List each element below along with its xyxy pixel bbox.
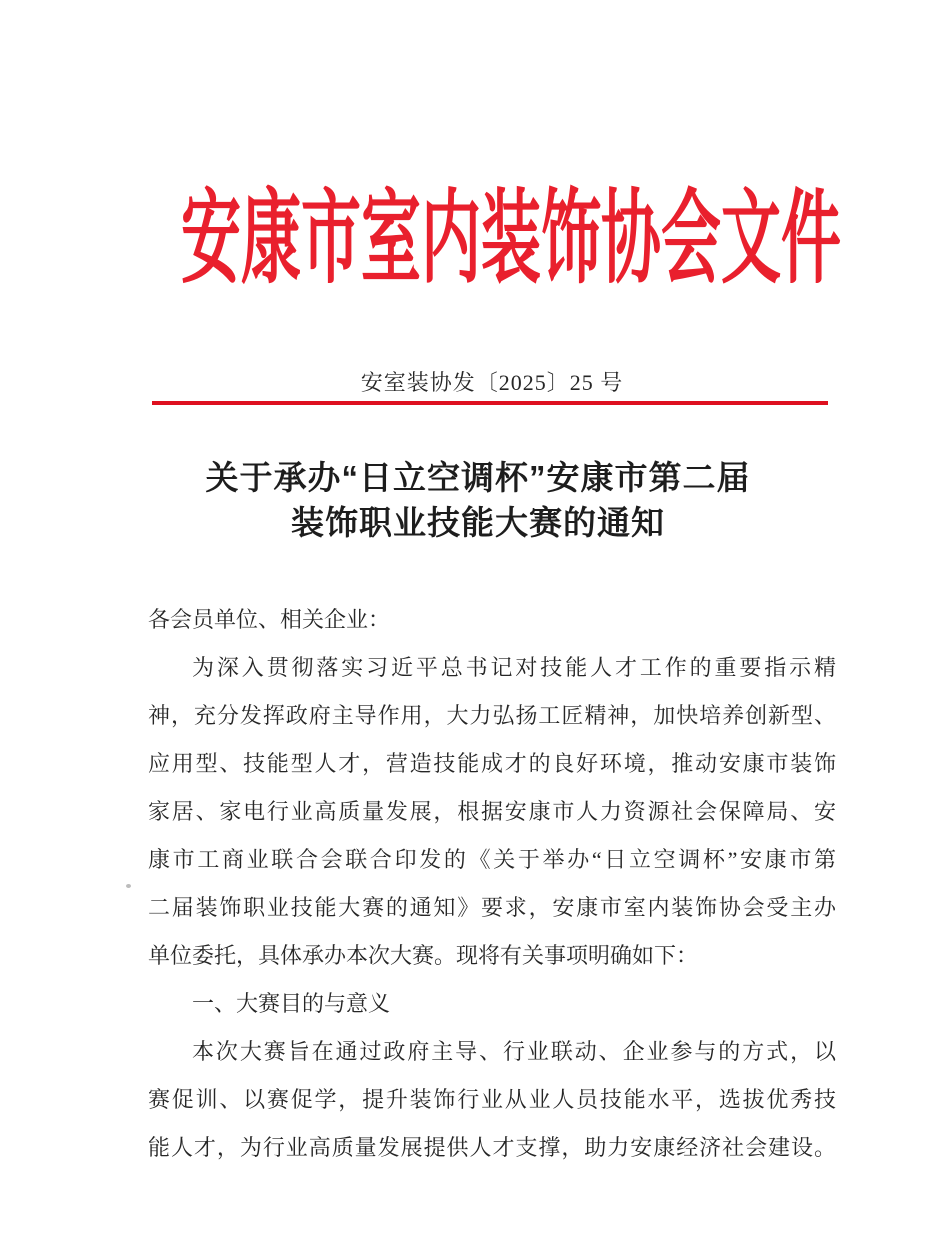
document-title	[132, 455, 824, 545]
body-line: 本次大赛旨在通过政府主导、行业联动、企业参与的方式，以	[192, 1039, 836, 1064]
document-org-header	[86, 168, 936, 294]
body-line-section-heading: 一、大赛目的与意义	[192, 991, 391, 1016]
body-line: 单位委托，具体承办本次大赛。现将有关事项明确如下：	[148, 943, 699, 968]
scan-artifact-dot	[126, 884, 131, 888]
body-line: 赛促训、以赛促学，提升装饰行业从业人员技能水平，选拔优秀技	[148, 1087, 836, 1112]
body-line: 家居、家电行业高质量发展，根据安康市人力资源社会保障局、安	[148, 799, 836, 824]
org-header-text: 安康市室内装饰协会文件	[181, 183, 841, 296]
document-body	[148, 596, 836, 1172]
body-line: 康市工商业联合会联合印发的《关于举办“日立空调杯”安康市第	[148, 847, 836, 872]
document-title-line1: 关于承办“日立空调杯”安康市第二届	[205, 459, 751, 496]
body-line: 神，充分发挥政府主导作用，大力弘扬工匠精神，加快培养创新型、	[148, 703, 836, 728]
body-line: 为深入贯彻落实习近平总书记对技能人才工作的重要指示精	[192, 655, 836, 680]
body-line-salutation: 各会员单位、相关企业：	[148, 607, 391, 632]
doc-number: 安室装协发〔2025〕25 号	[360, 370, 624, 395]
body-line: 二届装饰职业技能大赛的通知》要求，安康市室内装饰协会受主办	[148, 895, 836, 920]
body-line: 能人才，为行业高质量发展提供人才支撑，助力安康经济社会建设。	[148, 1135, 836, 1160]
red-separator-rule	[152, 401, 828, 405]
document-title-line2: 装饰职业技能大赛的通知	[291, 504, 665, 541]
body-line: 应用型、技能型人才，营造技能成才的良好环境，推动安康市装饰	[148, 751, 836, 776]
